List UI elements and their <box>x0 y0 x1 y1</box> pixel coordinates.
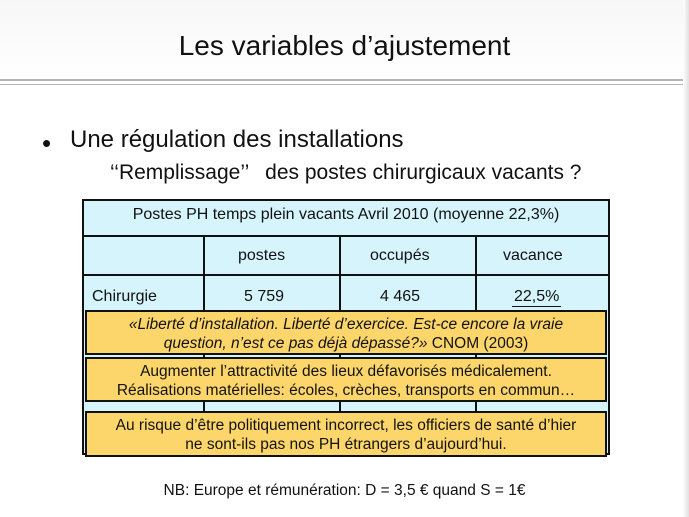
subtitle-rest: des postes chirurgicaux vacants ? <box>265 161 582 184</box>
footnote-nb: NB: Europe et rémunération: D = 3,5 € quand S = 1€ <box>163 482 526 499</box>
quote-line-1: «Liberté d’installation. Liberté d’exercice. Est-ce encore la vraie <box>128 316 564 333</box>
column-header-occupes: occupés <box>370 247 430 264</box>
attract-line-1: Augmenter l’attractivité des lieux défavorisés médicalement. <box>140 363 552 380</box>
title-divider-bottom <box>0 84 689 85</box>
vacance-value: 22,5% <box>514 288 560 305</box>
title-divider-top <box>0 79 689 81</box>
cell-occupes: 4 465 <box>380 288 421 305</box>
quote-source: CNOM (2003) <box>431 335 529 352</box>
bullet-text: Une régulation des installations <box>70 126 404 153</box>
column-header-vacance: vacance <box>503 247 563 264</box>
quote-text: question, n’est ce pas déjà dépassé?» <box>163 335 428 352</box>
attract-line-2: Réalisations matérielles: écoles, crèches, transports en commun… <box>116 382 576 399</box>
slide-title: Les variables d’ajustement <box>178 30 511 61</box>
quote-line-2 <box>87 334 605 353</box>
column-header-postes: postes <box>238 247 286 264</box>
table-line <box>84 235 608 237</box>
subtitle-quoted: ‘‘Remplissage’’ <box>110 161 250 184</box>
cell-vacance <box>512 288 561 306</box>
attractivity-callout <box>85 357 607 402</box>
risk-line-2: ne sont-ils pas nos PH étrangers d’aujourd’hui. <box>185 436 507 453</box>
cell-postes: 5 759 <box>244 288 285 305</box>
risk-line-1: Au risque d’être politiquement incorrect, les officiers de santé d’hier <box>115 417 577 434</box>
cnom-quote-callout <box>85 310 607 355</box>
bullet-marker: • <box>42 128 52 158</box>
table-line <box>84 274 608 276</box>
row-label-chirurgie: Chirurgie <box>92 288 157 305</box>
subtitle-line <box>110 161 581 185</box>
slide-edge <box>683 0 689 517</box>
table-header: Postes PH temps plein vacants Avril 2010 (moyenne 22,3%) <box>132 206 560 223</box>
foreign-doctors-callout <box>85 411 607 457</box>
